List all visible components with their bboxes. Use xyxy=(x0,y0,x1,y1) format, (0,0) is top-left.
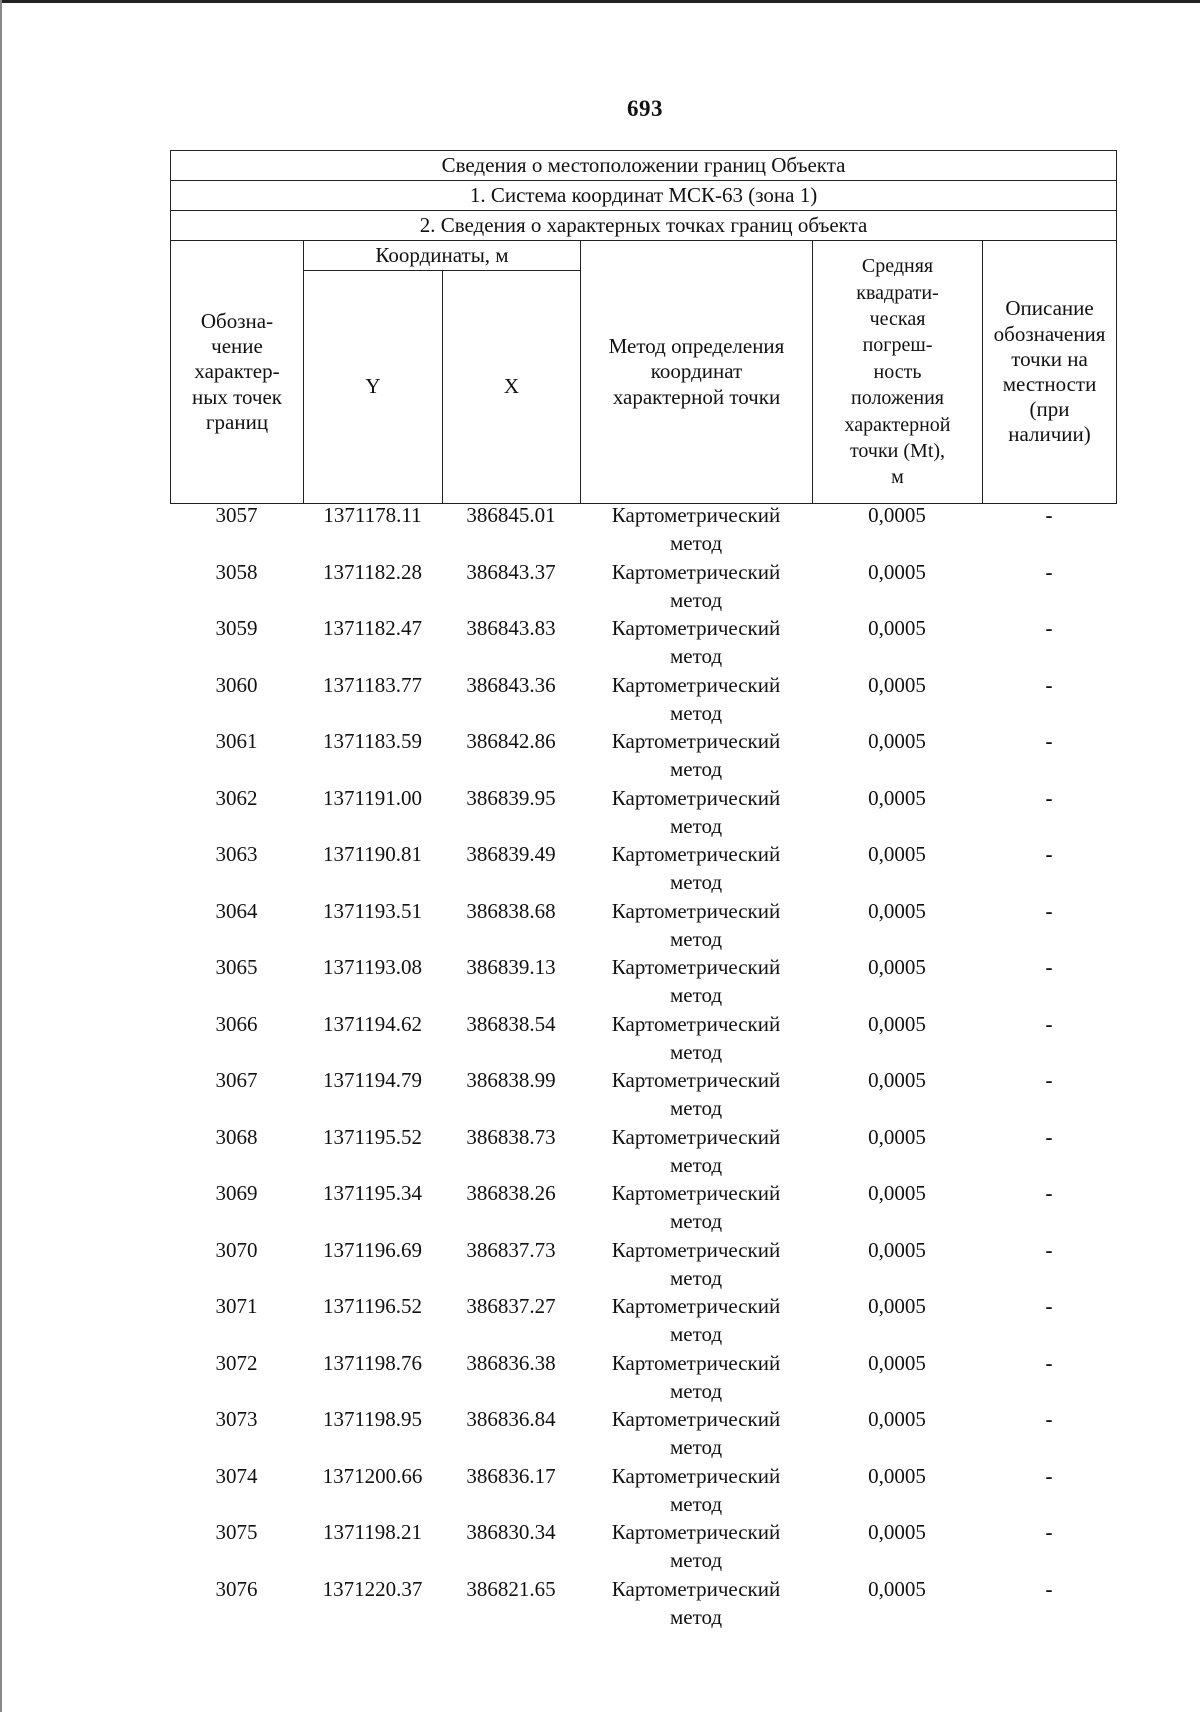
description: - xyxy=(1045,1576,1053,1601)
coordinate-x: 386843.83 xyxy=(466,616,556,640)
description: - xyxy=(1045,1463,1053,1488)
method: Картометрический метод xyxy=(611,955,781,1007)
coordinate-y: 1371193.08 xyxy=(323,955,422,979)
coordinate-x: 386842.86 xyxy=(466,729,556,753)
section-title: 2. Сведения о характерных точках границ объекта xyxy=(171,211,1117,241)
point-id: 3064 xyxy=(215,898,258,923)
page-number: 693 xyxy=(627,96,663,121)
coordinate-y: 1371183.77 xyxy=(323,672,422,697)
point-id: 3070 xyxy=(215,1237,258,1262)
point-id: 3063 xyxy=(215,842,258,866)
error-value: 0,0005 xyxy=(868,672,926,697)
description: - xyxy=(1045,1068,1053,1092)
coordinate-x: 386836.38 xyxy=(466,1350,556,1375)
method: Картометрический метод xyxy=(611,1463,781,1516)
method: Картометрический метод xyxy=(611,1520,781,1572)
error-value: 0,0005 xyxy=(868,1181,926,1205)
page-left-edge xyxy=(0,0,2,1712)
error-value: 0,0005 xyxy=(868,616,926,640)
coordinate-x: 386837.27 xyxy=(466,1294,556,1318)
description: - xyxy=(1045,898,1053,923)
description: - xyxy=(1045,1407,1053,1431)
description: - xyxy=(1045,559,1053,584)
points-list xyxy=(170,501,1116,1631)
point-id: 3067 xyxy=(215,1068,258,1092)
description: - xyxy=(1045,785,1053,810)
header-point-designation: Обозна- чение характер- ных точек границ xyxy=(171,241,304,504)
coordinate-y: 1371220.37 xyxy=(322,1576,423,1601)
coordinate-x: 386838.99 xyxy=(466,1068,556,1092)
point-id: 3068 xyxy=(215,1124,258,1149)
coordinate-y: 1371196.69 xyxy=(323,1237,422,1262)
method: Картометрический метод xyxy=(611,503,781,555)
method: Картометрический метод xyxy=(611,1350,781,1403)
table-row xyxy=(170,558,1116,615)
coordinate-x: 386838.54 xyxy=(466,1011,556,1036)
coordinate-y: 1371178.11 xyxy=(323,503,422,527)
coordinate-y: 1371193.51 xyxy=(323,898,422,923)
header-description: Описание обозначения точки на местности (при наличии) xyxy=(983,241,1117,504)
coordinate-x: 386839.13 xyxy=(466,955,556,979)
header-method: Метод определения координат характерной точки xyxy=(581,241,813,504)
description: - xyxy=(1045,1294,1053,1318)
description: - xyxy=(1045,1181,1053,1205)
coordinate-x: 386837.73 xyxy=(466,1237,556,1262)
coordinate-y: 1371183.59 xyxy=(323,729,422,753)
coordinate-x: 386843.37 xyxy=(466,559,556,584)
table-row xyxy=(170,671,1116,728)
coordinate-y: 1371195.34 xyxy=(323,1181,422,1205)
error-value: 0,0005 xyxy=(868,955,926,979)
method: Картометрический метод xyxy=(611,842,781,894)
point-id: 3060 xyxy=(215,672,258,697)
table-row xyxy=(170,1010,1116,1067)
method: Картометрический метод xyxy=(611,785,781,838)
page-top-edge xyxy=(0,0,1200,3)
method: Картометрический метод xyxy=(611,1294,781,1346)
error-value: 0,0005 xyxy=(868,1350,926,1375)
error-value: 0,0005 xyxy=(868,842,926,866)
point-id: 3065 xyxy=(215,955,258,979)
table-row xyxy=(170,897,1116,954)
table-row xyxy=(170,1462,1116,1519)
error-value: 0,0005 xyxy=(868,1237,926,1262)
description: - xyxy=(1045,672,1053,697)
coordinate-x: 386843.36 xyxy=(466,672,556,697)
header-coordinates: Координаты, м xyxy=(304,241,581,271)
point-id: 3074 xyxy=(215,1463,258,1488)
error-value: 0,0005 xyxy=(868,1463,926,1488)
method: Картометрический метод xyxy=(611,1068,781,1120)
point-id: 3066 xyxy=(215,1011,258,1036)
table-row xyxy=(170,1066,1116,1123)
method: Картометрический метод xyxy=(611,1181,781,1233)
point-id: 3057 xyxy=(215,503,258,527)
coordinate-x: 386845.01 xyxy=(466,503,556,527)
table-row xyxy=(170,1236,1116,1293)
error-value: 0,0005 xyxy=(868,785,926,810)
method: Картометрический метод xyxy=(611,1237,781,1290)
error-value: 0,0005 xyxy=(868,1520,926,1544)
point-id: 3058 xyxy=(215,559,258,584)
coordinate-x: 386836.84 xyxy=(466,1407,556,1431)
coordinate-x: 386838.73 xyxy=(466,1124,556,1149)
point-id: 3061 xyxy=(215,729,258,753)
description: - xyxy=(1045,1520,1053,1544)
table-row xyxy=(170,953,1116,1010)
description: - xyxy=(1045,842,1053,866)
point-id: 3071 xyxy=(215,1294,258,1318)
method: Картометрический метод xyxy=(611,1011,781,1064)
table-row xyxy=(170,1518,1116,1575)
header-error: Средняя квадрати- ческая погреш- ность положения характерной точки (Mt), м xyxy=(813,241,983,504)
method: Картометрический метод xyxy=(611,1124,781,1177)
coordinate-x: 386821.65 xyxy=(466,1576,556,1601)
coordinate-y: 1371198.21 xyxy=(323,1520,422,1544)
coordinate-y: 1371200.66 xyxy=(322,1463,423,1488)
method: Картометрический метод xyxy=(611,559,781,612)
description: - xyxy=(1045,729,1053,753)
coordinate-system: 1. Система координат МСК-63 (зона 1) xyxy=(171,181,1117,211)
header-x: X xyxy=(443,271,581,504)
coordinate-y: 1371182.47 xyxy=(323,616,422,640)
description: - xyxy=(1045,1350,1053,1375)
table-row xyxy=(170,1349,1116,1406)
boundary-header-table xyxy=(170,150,1117,504)
point-id: 3072 xyxy=(215,1350,258,1375)
description: - xyxy=(1045,1011,1053,1036)
header-y: Y xyxy=(304,271,443,504)
table-row xyxy=(170,784,1116,841)
table-row xyxy=(170,727,1116,784)
coordinate-y: 1371195.52 xyxy=(323,1124,422,1149)
table-row xyxy=(170,1405,1116,1462)
coordinate-y: 1371198.95 xyxy=(323,1407,422,1431)
coordinate-y: 1371194.79 xyxy=(323,1068,422,1092)
point-id: 3059 xyxy=(215,616,258,640)
coordinate-y: 1371191.00 xyxy=(323,785,422,810)
description: - xyxy=(1045,955,1053,979)
table-row xyxy=(170,1123,1116,1180)
description: - xyxy=(1045,1124,1053,1149)
table-row xyxy=(170,614,1116,671)
description: - xyxy=(1045,503,1053,527)
point-id: 3076 xyxy=(215,1576,258,1601)
coordinate-x: 386839.49 xyxy=(466,842,556,866)
error-value: 0,0005 xyxy=(868,1068,926,1092)
error-value: 0,0005 xyxy=(868,1294,926,1318)
coordinate-y: 1371198.76 xyxy=(323,1350,422,1375)
method: Картометрический метод xyxy=(611,898,781,951)
point-id: 3075 xyxy=(215,1520,258,1544)
coordinate-y: 1371190.81 xyxy=(323,842,422,866)
table-row xyxy=(170,1179,1116,1236)
method: Картометрический метод xyxy=(611,1407,781,1459)
description: - xyxy=(1045,616,1053,640)
table-row xyxy=(170,1575,1116,1632)
coordinate-x: 386839.95 xyxy=(466,785,556,810)
coordinate-x: 386838.68 xyxy=(466,898,556,923)
error-value: 0,0005 xyxy=(868,898,926,923)
method: Картометрический метод xyxy=(611,729,781,781)
error-value: 0,0005 xyxy=(868,1407,926,1431)
coordinate-y: 1371194.62 xyxy=(323,1011,422,1036)
table-title: Сведения о местоположении границ Объекта xyxy=(171,151,1117,181)
point-id: 3069 xyxy=(215,1181,258,1205)
point-id: 3073 xyxy=(215,1407,258,1431)
error-value: 0,0005 xyxy=(868,1011,926,1036)
error-value: 0,0005 xyxy=(868,559,926,584)
coordinate-y: 1371182.28 xyxy=(323,559,422,584)
table-row xyxy=(170,1292,1116,1349)
error-value: 0,0005 xyxy=(868,729,926,753)
table-row xyxy=(170,501,1116,558)
error-value: 0,0005 xyxy=(868,503,926,527)
error-value: 0,0005 xyxy=(868,1576,926,1601)
coordinate-y: 1371196.52 xyxy=(323,1294,422,1318)
description: - xyxy=(1045,1237,1053,1262)
point-id: 3062 xyxy=(215,785,258,810)
method: Картометрический метод xyxy=(611,1576,781,1629)
coordinate-x: 386830.34 xyxy=(466,1520,556,1544)
coordinate-x: 386838.26 xyxy=(466,1181,556,1205)
error-value: 0,0005 xyxy=(868,1124,926,1149)
method: Картометрический метод xyxy=(611,616,781,668)
table-row xyxy=(170,840,1116,897)
method: Картометрический метод xyxy=(611,672,781,725)
coordinate-x: 386836.17 xyxy=(466,1463,556,1488)
